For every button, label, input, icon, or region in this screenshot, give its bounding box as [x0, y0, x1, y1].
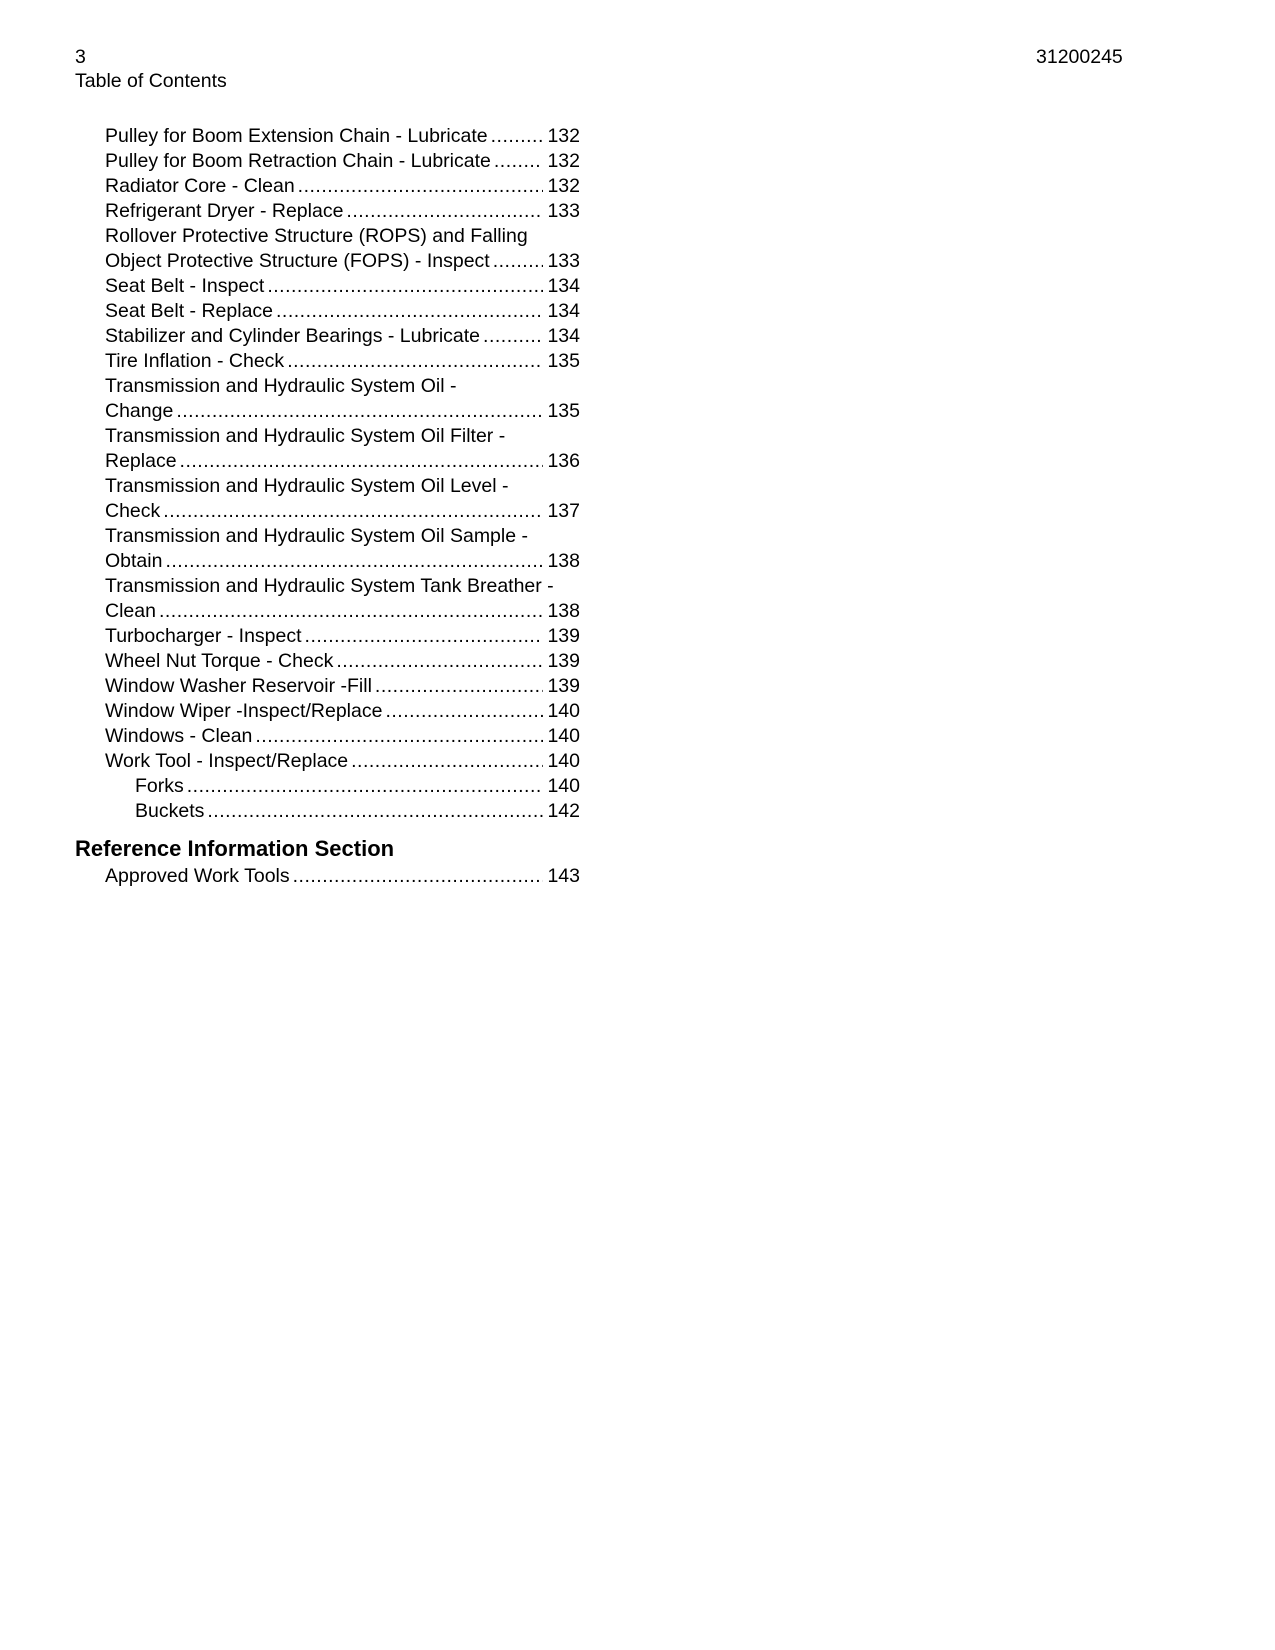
toc-entry[interactable]	[75, 424, 580, 449]
toc-entry[interactable]	[75, 649, 580, 674]
toc-entry-page-number: 134	[547, 275, 580, 297]
dot-leader	[276, 299, 543, 324]
toc-entry-title: Seat Belt - Replace	[105, 300, 274, 322]
toc-entry-page-number: 140	[547, 725, 580, 747]
toc-entry[interactable]	[75, 524, 580, 549]
toc-entry[interactable]	[75, 274, 580, 299]
toc-entry[interactable]	[75, 499, 580, 524]
toc-entry-page-number: 140	[547, 750, 580, 772]
toc-entry-title: Stabilizer and Cylinder Bearings - Lubricate	[105, 325, 481, 347]
reference-section-heading: Reference Information Section	[75, 836, 395, 861]
dot-leader	[159, 599, 544, 624]
toc-entry-page-number: 140	[547, 775, 580, 797]
toc-entry-page-number: 137	[547, 500, 580, 522]
dot-leader	[305, 624, 544, 649]
toc-entry[interactable]	[75, 149, 580, 174]
toc-entry[interactable]	[75, 864, 580, 889]
toc-entry[interactable]	[75, 399, 580, 424]
toc-entry-page-number: 135	[547, 400, 580, 422]
reference-section-entries	[75, 864, 580, 889]
dot-leader	[267, 274, 543, 299]
toc-entry-page-number: 139	[547, 625, 580, 647]
toc-entry-title: Check	[105, 500, 161, 522]
toc-entry[interactable]	[75, 199, 580, 224]
toc-entry[interactable]	[75, 374, 580, 399]
toc-entry[interactable]	[75, 749, 580, 774]
toc-entry-page-number: 135	[547, 350, 580, 372]
toc-entry[interactable]	[75, 699, 580, 724]
toc-entry-page-number: 143	[547, 865, 580, 887]
dot-leader	[483, 324, 543, 349]
dot-leader	[351, 749, 543, 774]
toc-entry-page-number: 133	[547, 250, 580, 272]
dot-leader	[163, 499, 543, 524]
toc-entry-title: Forks	[135, 775, 184, 797]
dot-leader	[491, 124, 544, 149]
page-section-title: Table of Contents	[75, 70, 227, 92]
toc-entry-page-number: 134	[547, 325, 580, 347]
toc-entry-page-number: 140	[547, 700, 580, 722]
toc-entry-title: Transmission and Hydraulic System Oil -	[105, 375, 457, 397]
toc-entry-page-number: 132	[547, 125, 580, 147]
toc-entry-page-number: 139	[547, 650, 580, 672]
table-of-contents	[75, 124, 580, 824]
dot-leader	[336, 649, 543, 674]
dot-leader	[494, 149, 544, 174]
toc-entry-title: Approved Work Tools	[105, 865, 290, 887]
dot-leader	[176, 399, 543, 424]
toc-entry-title: Transmission and Hydraulic System Oil Level -	[105, 475, 509, 497]
toc-entry[interactable]	[75, 624, 580, 649]
dot-leader	[385, 699, 543, 724]
toc-entry-title: Tire Inflation - Check	[105, 350, 285, 372]
toc-entry-title: Replace	[105, 450, 177, 472]
toc-entry-page-number: 142	[547, 800, 580, 822]
dot-leader	[255, 724, 543, 749]
toc-entry[interactable]	[75, 324, 580, 349]
dot-leader	[493, 249, 544, 274]
toc-entry[interactable]	[75, 299, 580, 324]
toc-entry[interactable]	[75, 124, 580, 149]
toc-entry-title: Clean	[105, 600, 156, 622]
toc-entry[interactable]	[75, 674, 580, 699]
toc-entry-title: Radiator Core - Clean	[105, 175, 295, 197]
toc-entry-title: Buckets	[135, 800, 205, 822]
toc-entry-title: Turbocharger - Inspect	[105, 625, 302, 647]
toc-entry-page-number: 139	[547, 675, 580, 697]
toc-entry-title: Transmission and Hydraulic System Tank Breather -	[105, 575, 554, 597]
toc-entry-page-number: 136	[547, 450, 580, 472]
toc-entry-title: Transmission and Hydraulic System Oil Filter -	[105, 425, 506, 447]
toc-entry[interactable]	[75, 799, 580, 824]
toc-entry[interactable]	[75, 774, 580, 799]
document-id: 31200245	[1036, 46, 1123, 68]
toc-entry-title: Windows - Clean	[105, 725, 253, 747]
toc-entry[interactable]	[75, 224, 580, 249]
toc-entry[interactable]	[75, 549, 580, 574]
dot-leader	[346, 199, 543, 224]
toc-entry-title: Pulley for Boom Retraction Chain - Lubricate	[105, 150, 491, 172]
toc-entry-title: Window Washer Reservoir -Fill	[105, 675, 372, 697]
toc-entry[interactable]	[75, 599, 580, 624]
toc-entry-page-number: 132	[547, 150, 580, 172]
toc-entry-title: Rollover Protective Structure (ROPS) and Falling	[105, 225, 528, 247]
toc-entry[interactable]	[75, 474, 580, 499]
dot-leader	[165, 549, 543, 574]
dot-leader	[180, 449, 544, 474]
dot-leader	[298, 174, 544, 199]
toc-entry-title: Work Tool - Inspect/Replace	[105, 750, 349, 772]
toc-entry-title: Wheel Nut Torque - Check	[105, 650, 334, 672]
toc-entry[interactable]	[75, 349, 580, 374]
toc-entry[interactable]	[75, 574, 580, 599]
toc-entry-title: Refrigerant Dryer - Replace	[105, 200, 344, 222]
dot-leader	[207, 799, 543, 824]
toc-entry-title: Transmission and Hydraulic System Oil Sample -	[105, 525, 528, 547]
dot-leader	[375, 674, 544, 699]
toc-entry[interactable]	[75, 449, 580, 474]
toc-entry-page-number: 138	[547, 600, 580, 622]
page-number: 3	[75, 46, 86, 68]
toc-entry-page-number: 134	[547, 300, 580, 322]
toc-entry-title: Pulley for Boom Extension Chain - Lubricate	[105, 125, 488, 147]
toc-entry[interactable]	[75, 724, 580, 749]
toc-entry-title: Object Protective Structure (FOPS) - Inspect	[105, 250, 490, 272]
toc-entry-page-number: 138	[547, 550, 580, 572]
dot-leader	[187, 774, 544, 799]
toc-entry-title: Seat Belt - Inspect	[105, 275, 265, 297]
toc-entry-title: Obtain	[105, 550, 163, 572]
toc-entry-page-number: 132	[547, 175, 580, 197]
toc-entry-title: Change	[105, 400, 174, 422]
dot-leader	[287, 349, 543, 374]
toc-entry-title: Window Wiper -Inspect/Replace	[105, 700, 383, 722]
dot-leader	[293, 864, 544, 889]
toc-entry[interactable]	[75, 174, 580, 199]
toc-entry[interactable]	[75, 249, 580, 274]
toc-entry-page-number: 133	[547, 200, 580, 222]
